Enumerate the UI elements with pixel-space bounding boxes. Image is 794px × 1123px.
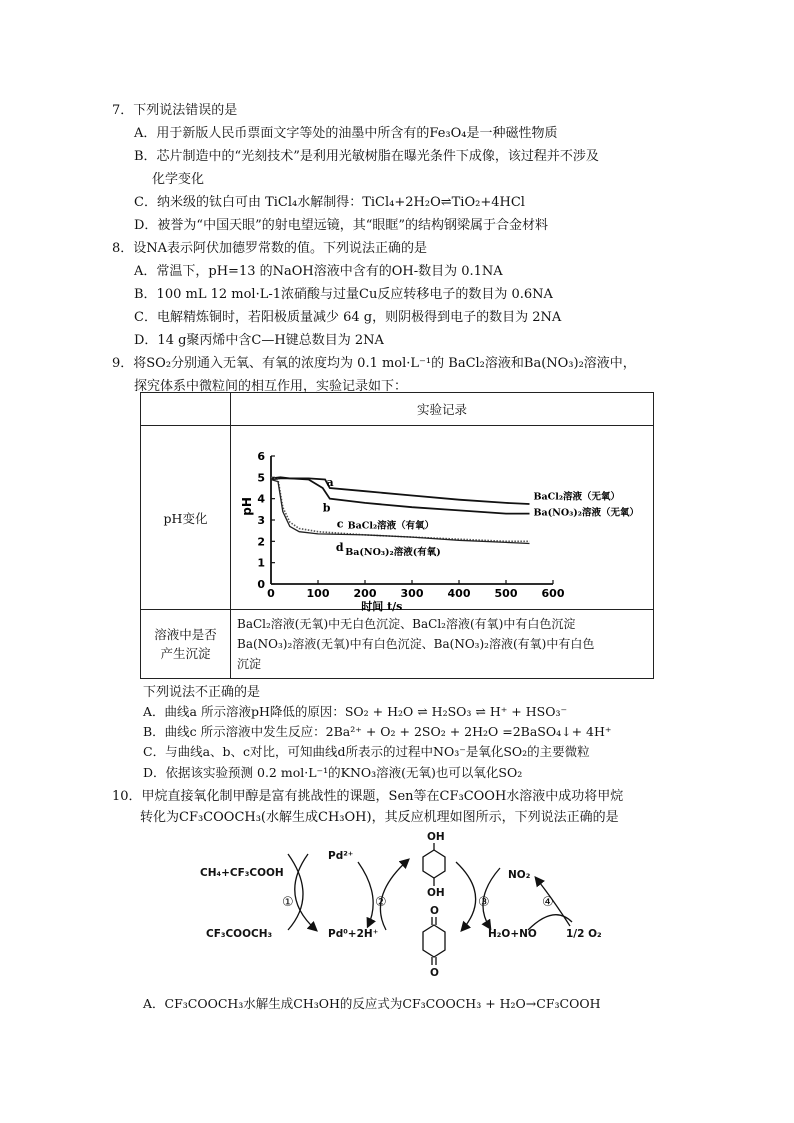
ph-chart <box>231 426 653 613</box>
table-corner-cell <box>141 393 231 426</box>
q8-stem: 8．设NA表示阿伏加德罗常数的值。下列说法正确的是 <box>112 241 428 256</box>
no2-label: NO₂ <box>508 869 531 881</box>
q7-stem: 7．下列说法错误的是 <box>112 103 238 118</box>
arrow-step3-a <box>456 862 476 930</box>
series-name-c: BaCl₂溶液（有氧） <box>347 520 435 532</box>
experiment-table <box>140 392 654 679</box>
series-line-c <box>271 477 530 541</box>
x-tick-label: 500 <box>494 587 518 600</box>
q10-stem-line1: 10．甲烷直接氧化制甲醇是富有挑战性的课题，Sen等在CF₃COOH水溶液中成功将甲烷 <box>112 789 624 804</box>
step-1: ① <box>282 895 294 910</box>
q7-option-c: C．纳米级的钛白可由 TiCl₄水解制得：TiCl₄+2H₂O⇌TiO₂+4HCl <box>134 195 525 210</box>
row-label-precipitate <box>141 610 231 679</box>
y-tick-label: 1 <box>257 556 265 570</box>
q9-option-d: D．依据该实验预测 0.2 mol·L⁻¹的KNO₃溶液(无氧)也可以氧化SO₂ <box>143 765 523 780</box>
y-axis-label: pH <box>240 497 254 516</box>
oh-bottom-label: OH <box>427 887 445 899</box>
row-label-ph: pH变化 <box>141 426 231 610</box>
x-tick-label: 300 <box>400 587 424 600</box>
arrow-step2-b <box>358 862 373 926</box>
o-top-label: O <box>430 905 439 917</box>
y-tick-label: 2 <box>257 535 265 549</box>
mechanism-diagram <box>200 826 620 986</box>
q7-option-a: A．用于新版人民币票面文字等处的油墨中所含有的Fe₃O₄是一种磁性物质 <box>134 126 558 141</box>
x-axis-label: 时间 t/s <box>361 600 403 613</box>
precipitate-line3: 沉淀 <box>237 657 262 671</box>
q9-option-c: C．与曲线a、b、c对比，可知曲线d所表示的过程中NO₃⁻是氧化SO₂的主要微粒 <box>143 744 590 759</box>
curve-letter-c: c <box>336 517 344 531</box>
step-2: ② <box>375 895 387 910</box>
q8-option-a: A．常温下，pH=13 的NaOH溶液中含有的OH-数目为 0.1NA <box>134 264 503 279</box>
q9-stem-line1: 9．将SO₂分别通入无氧、有氧的浓度均为 0.1 mol·L⁻¹的 BaCl₂溶液和Ba(NO₃)₂溶液中， <box>112 356 636 371</box>
hydroquinone-structure <box>423 843 445 886</box>
q8-option-b: B．100 mL 12 mol·L-1浓硝酸与过量Cu反应转移电子的数目为 0.6NA <box>134 287 553 302</box>
series-name-b: Ba(NO₃)₂溶液（无氧） <box>533 507 639 519</box>
step-3: ③ <box>478 895 490 910</box>
x-tick-label: 600 <box>541 587 565 600</box>
q10-option-a: A．CF₃COOCH₃水解生成CH₃OH的反应式为CF₃COOCH₃ + H₂O→CF₃COOH <box>143 996 601 1011</box>
y-tick-label: 3 <box>257 514 265 527</box>
q7-option-d: D．被誉为“中国天眼”的射电望远镜，其“眼眶”的结构钢梁属于合金材料 <box>134 218 549 233</box>
oh-top-label: OH <box>427 831 445 843</box>
x-tick-label: 200 <box>353 587 377 600</box>
curve-letter-a: a <box>326 475 334 489</box>
q9-option-b: B．曲线c 所示溶液中发生反应：2Ba²⁺ + O₂ + 2SO₂ + 2H₂O =2BaSO₄↓+ 4H⁺ <box>143 724 612 739</box>
precipitate-line2: Ba(NO₃)₂溶液(无氧)中有白色沉淀、Ba(NO₃)₂溶液(有氧)中有白色 <box>237 637 595 651</box>
product-label: CF₃COOCH₃ <box>206 928 273 940</box>
y-tick-label: 5 <box>257 471 265 485</box>
y-tick-label: 4 <box>257 492 265 506</box>
y-tick-label: 0 <box>257 578 265 591</box>
precipitate-line1: BaCl₂溶液(无氧)中无白色沉淀、BaCl₂溶液(有氧)中有白色沉淀 <box>237 617 576 631</box>
chart-cell <box>231 426 654 613</box>
q7-option-b-line2: 化学变化 <box>152 172 205 187</box>
y-tick-label: 6 <box>257 450 265 463</box>
pd0-label: Pd⁰+2H⁺ <box>328 928 379 940</box>
pd2-label: Pd²⁺ <box>328 850 354 862</box>
q9-option-a: A．曲线a 所示溶液pH降低的原因：SO₂ + H₂O ⇌ H₂SO₃ ⇌ H⁺ + HSO₃⁻ <box>143 704 568 719</box>
series-line-a <box>271 475 530 504</box>
step-4: ④ <box>542 895 554 910</box>
curve-letter-b: b <box>322 501 331 515</box>
x-tick-label: 100 <box>306 587 330 600</box>
q9-stem-line2: 探究体系中微粒间的相互作用，实验记录如下： <box>134 379 408 394</box>
table-header: 实验记录 <box>231 393 654 426</box>
o2-label: 1/2 O₂ <box>566 928 602 940</box>
row-label-line1: 溶液中是否 <box>154 627 217 642</box>
precipitate-cell <box>231 610 654 679</box>
h2o-no-label: H₂O+NO <box>488 928 537 940</box>
row-label-line2: 产生沉淀 <box>160 646 211 661</box>
q7-option-b-line1: B．芯片制造中的“光刻技术”是利用光敏树脂在曝光条件下成像，该过程并不涉及 <box>134 149 599 164</box>
o-bottom-label: O <box>430 967 439 979</box>
x-tick-label: 0 <box>267 587 275 600</box>
arrow-step1-b <box>295 854 316 930</box>
curve-letter-d: d <box>335 540 344 554</box>
reactants-label: CH₄+CF₃COOH <box>200 867 284 879</box>
benzoquinone-structure <box>423 917 445 965</box>
q9-sub-stem: 下列说法不正确的是 <box>143 685 261 700</box>
q8-option-c: C．电解精炼铜时，若阳极质量减少 64 g，则阴极得到电子的数目为 2NA <box>134 310 562 325</box>
series-name-a: BaCl₂溶液（无氧） <box>533 491 621 503</box>
q8-option-d: D．14 g聚丙烯中含C—H键总数目为 2NA <box>134 333 384 348</box>
series-line-b <box>271 477 530 513</box>
q10-stem-line2: 转化为CF₃COOCH₃(水解生成CH₃OH)，其反应机理如图所示，下列说法正确的是 <box>140 810 619 825</box>
x-tick-label: 400 <box>447 587 471 600</box>
series-line-d <box>271 480 530 544</box>
series-name-d: Ba(NO₃)₂溶液(有氧) <box>345 547 441 559</box>
